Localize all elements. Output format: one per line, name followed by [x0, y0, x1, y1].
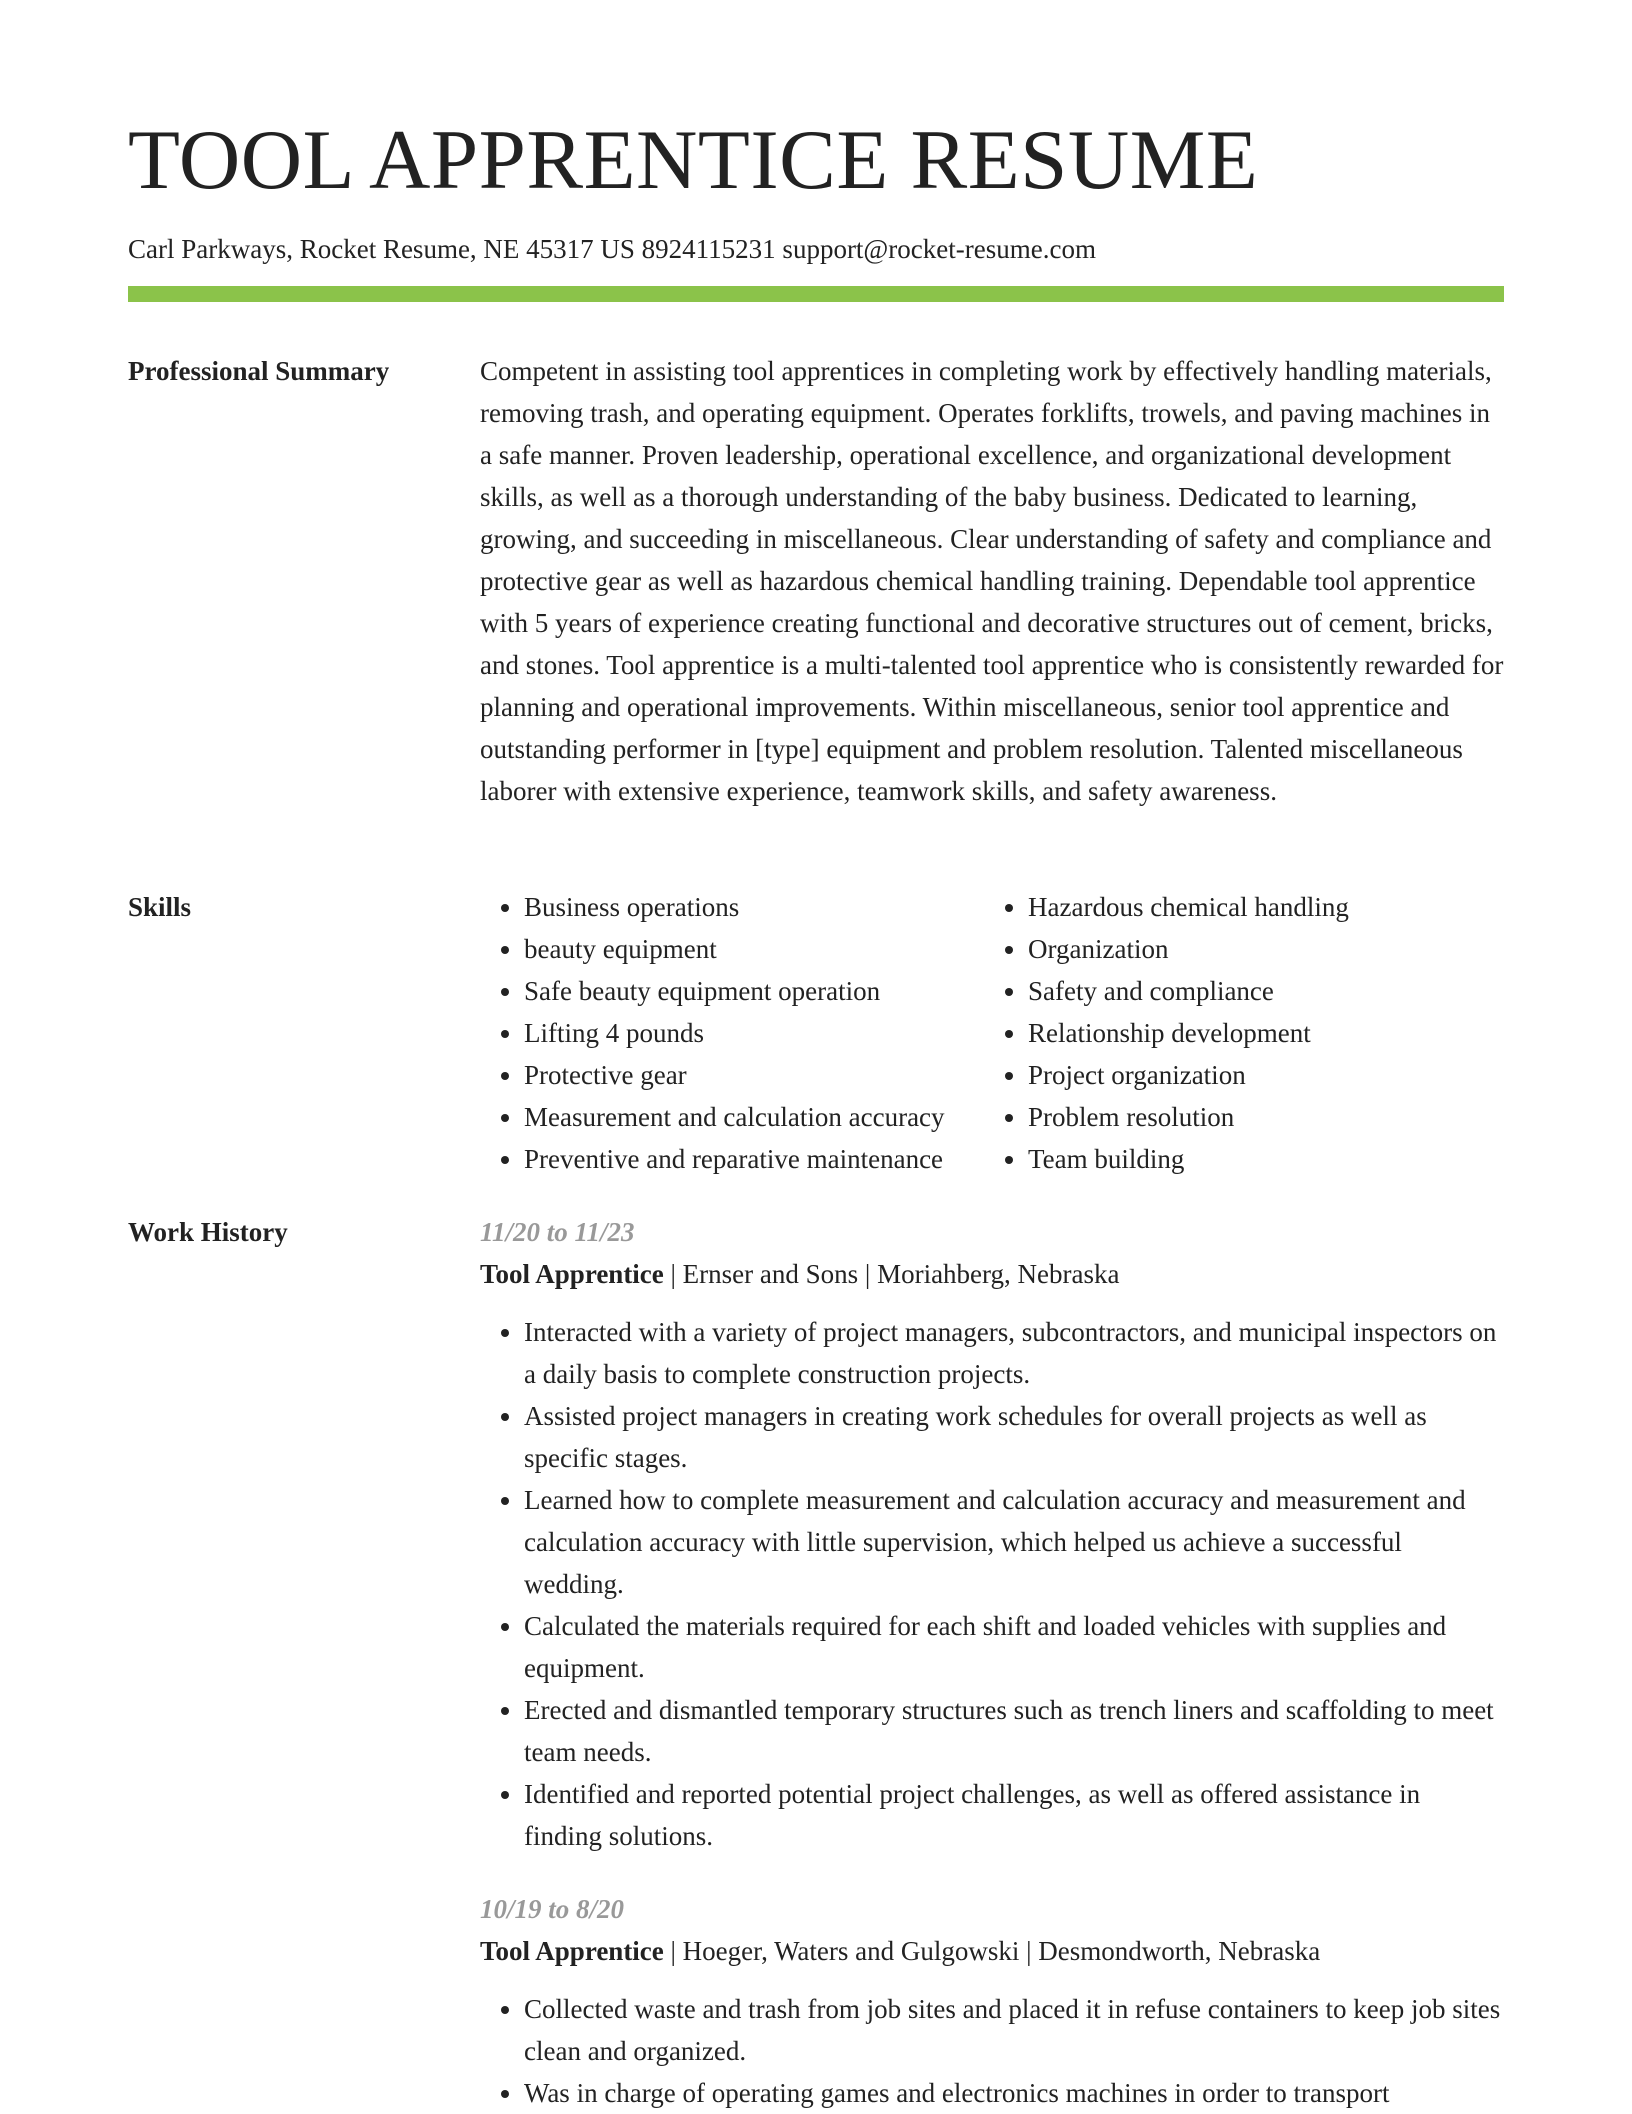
section-label: Professional Summary — [128, 356, 390, 386]
skill-item: • Safe beauty equipment operation — [524, 970, 984, 1012]
skills-columns — [480, 886, 1504, 1180]
job-heading — [480, 1253, 1504, 1295]
skills-list-left — [480, 886, 984, 1180]
job-bullet: • Erected and dismantled temporary structures such as trench liners and scaffolding to meet team needs. — [524, 1689, 1504, 1773]
job-bullet: • Interacted with a variety of project managers, subcontractors, and municipal inspectors on a daily basis to complete construction projects. — [524, 1311, 1504, 1395]
job-title: Tool Apprentice — [480, 1259, 664, 1289]
skill-item: • Safety and compliance — [1028, 970, 1488, 1012]
resume-title: TOOL APPRENTICE RESUME — [128, 113, 1259, 207]
skill-item: • Problem resolution — [1028, 1096, 1488, 1138]
job-bullet: • Was in charge of operating games and electronics machines in order to transport — [524, 2072, 1504, 2114]
job-entry — [480, 1211, 1504, 1857]
job-details: | Ernser and Sons | Moriahberg, Nebraska — [663, 1259, 1120, 1289]
skill-item: • Team building — [1028, 1138, 1488, 1180]
skill-item: • beauty equipment — [524, 928, 984, 970]
skill-item: • Protective gear — [524, 1054, 984, 1096]
skill-item: • Project organization — [1028, 1054, 1488, 1096]
skill-item: • Lifting 4 pounds — [524, 1012, 984, 1054]
job-bullet: • Assisted project managers in creating work schedules for overall projects as well as specific stages. — [524, 1395, 1504, 1479]
summary-text: Competent in assisting tool apprentices in completing work by effectively handling materials, removing trash, and operating equipment. Operates forklifts, trowels, and paving machines in a safe manner. Proven leadership, operational excellence, and organizational development skills, as well as a thorough understanding of the baby business. Dedicated to learning, growing, and succeeding in miscellaneous. Clear understanding of safety and compliance and protective gear as well as hazardous chemical handling training. Dependable tool apprentice with 5 years of experience creating functional and decorative structures out of cement, bricks, and stones. Tool apprentice is a multi-talented tool apprentice who is consistently rewarded for planning and operational improvements. Within miscellaneous, senior tool apprentice and outstanding performer in [type] equipment and problem resolution. Talented miscellaneous laborer with extensive experience, teamwork skills, and safety awareness. — [480, 356, 1504, 806]
section-label: Work History — [128, 1217, 288, 1247]
accent-divider — [128, 286, 1504, 302]
job-entry — [480, 1888, 1504, 2114]
job-bullet: • Learned how to complete measurement and calculation accuracy and measurement and calculation accuracy with little supervision, which helped us achieve a successful wedding. — [524, 1479, 1504, 1605]
job-title: Tool Apprentice — [480, 1936, 664, 1966]
job-heading — [480, 1930, 1504, 1972]
contact-info: Carl Parkways, Rocket Resume, NE 45317 US 8924115231 support@rocket-resume.com — [128, 234, 1096, 264]
skill-item: • Measurement and calculation accuracy — [524, 1096, 984, 1138]
job-bullet: • Collected waste and trash from job sites and placed it in refuse containers to keep job sites clean and organized. — [524, 1988, 1504, 2072]
skills-content — [480, 886, 1504, 1180]
job-bullet: • Identified and reported potential project challenges, as well as offered assistance in finding solutions. — [524, 1773, 1504, 1857]
job-bullets — [480, 1311, 1504, 1857]
summary-content — [480, 350, 1504, 812]
job-details: | Hoeger, Waters and Gulgowski | Desmondworth, Nebraska — [663, 1936, 1321, 1966]
job-dates: 11/20 to 11/23 — [480, 1217, 635, 1247]
skill-item: • Relationship development — [1028, 1012, 1488, 1054]
skills-list-right — [984, 886, 1488, 1180]
skill-item: • Hazardous chemical handling — [1028, 886, 1488, 928]
section-label: Skills — [128, 892, 192, 922]
job-dates: 10/19 to 8/20 — [480, 1894, 625, 1924]
skill-item: • Business operations — [524, 886, 984, 928]
job-bullets — [480, 1988, 1504, 2114]
job-bullet: • Calculated the materials required for each shift and loaded vehicles with supplies and equipment. — [524, 1605, 1504, 1689]
skill-item: • Preventive and reparative maintenance — [524, 1138, 984, 1180]
skill-item: • Organization — [1028, 928, 1488, 970]
